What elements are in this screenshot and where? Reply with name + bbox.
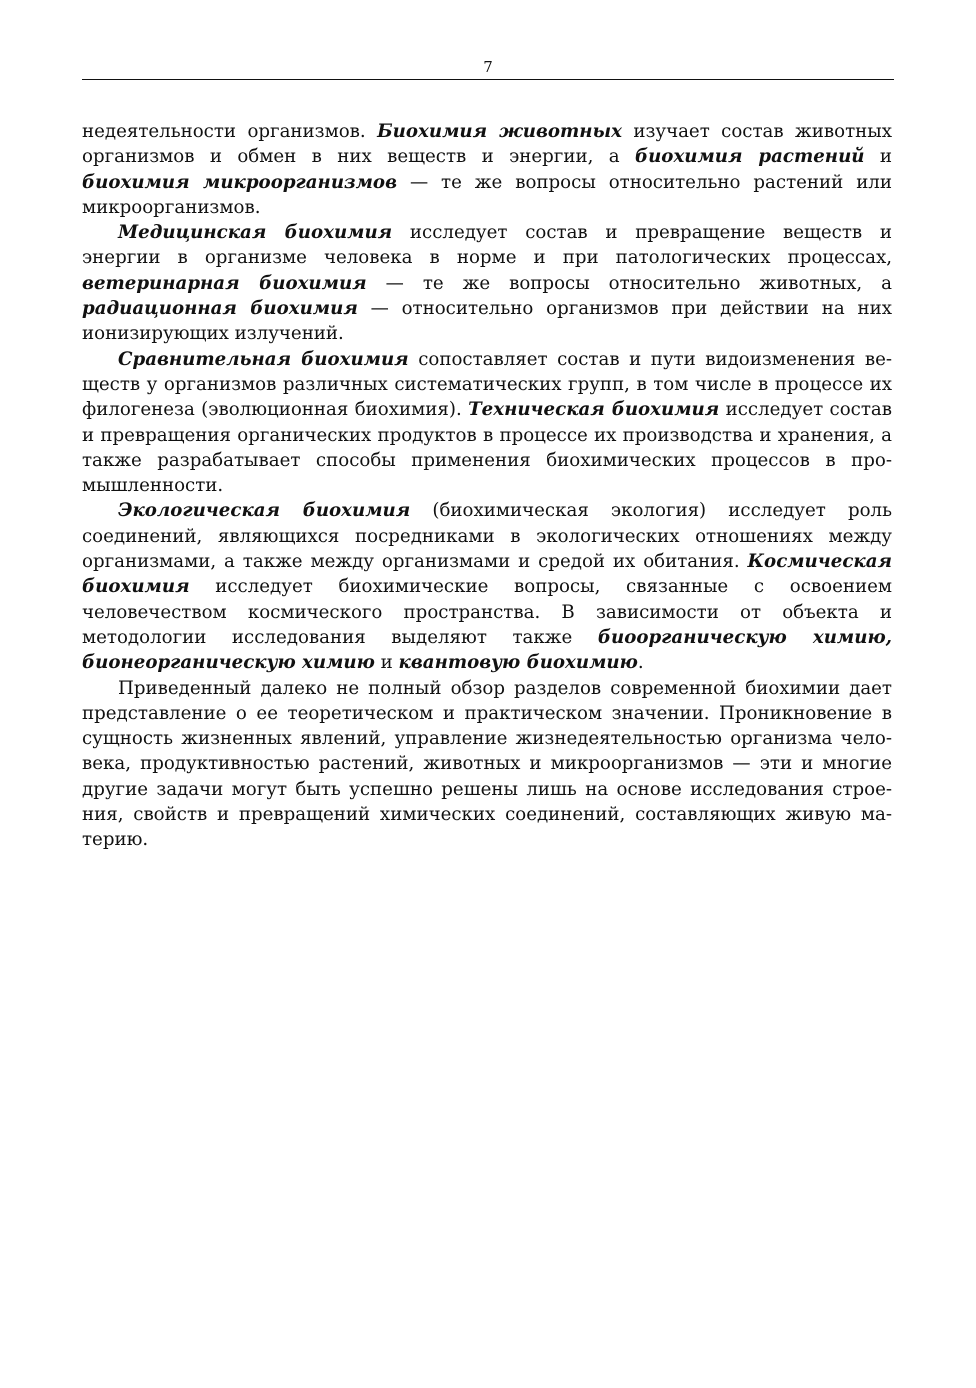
text-run: и	[374, 652, 399, 674]
term: Сравнительная биохимия	[118, 348, 409, 370]
paragraph	[82, 220, 892, 346]
header-rule	[82, 79, 894, 80]
term: Биохимия животных	[377, 121, 622, 142]
term: Экологическая биохимия	[118, 500, 411, 522]
term: биоорганическую химию, бионеорганическую химию	[82, 626, 892, 674]
text-run: недеятельности организмов.	[82, 121, 378, 142]
text-run: исследует биохимические вопросы, связанные с освоением человечеством космического пространства. В зависимости от объекта и методологии исследования выделяют также	[82, 576, 892, 648]
text-run: изучает состав животных организмов и обмен в них веществ и энергии, а	[82, 121, 892, 168]
paragraph	[82, 676, 892, 853]
term: Медицинская биохимия	[118, 222, 393, 244]
text-run: Приведенный далеко не полный обзор разделов современной биохимии дает представление о ее теоретическом и практическом значении. Проникновение в сущность жизненных явлений, управление жизнедеятельностью организма человека, продуктивностью растений, животных и микроорганизмов — эти и многие другие задачи могут быть успешно решены лишь на основе исследования строения, свойств и превращений химических соединений, составляющих живую материю.	[82, 677, 892, 851]
term: ветеринарная биохимия	[82, 272, 367, 294]
text-run: и	[864, 146, 893, 168]
text-run: сопоставляет состав и пути видоизменения веществ у организмов различных систематических групп, в том числе в процессе их филогенеза (эволюционная биохимия).	[82, 348, 892, 421]
text-run: исследует состав и превращения органических продуктов в процессе их производства и хранения, а также разрабатывает способы применения биохимических процессов в промышленности.	[82, 399, 892, 497]
text-run: (биохимическая экология) исследует роль соединений, являющихся посредниками в экологических отношениях между организмами, а также между организмами и средой их обитания.	[82, 500, 892, 573]
paragraph	[82, 119, 892, 220]
body-text	[82, 119, 892, 853]
page-number: 7	[483, 58, 493, 76]
term: квантовую биохимию	[398, 652, 638, 674]
text-run: исследует состав и превращение веществ и энергии в организме человека в норме и при патологических процессах,	[82, 222, 892, 269]
paragraph	[82, 347, 892, 499]
term: радиационная биохимия	[82, 298, 358, 320]
term: биохимия растений	[634, 146, 865, 168]
term: Космическая биохимия	[82, 551, 892, 598]
text-run: — относительно организмов при действии на них ионизирующих излучений.	[82, 298, 892, 345]
text-run: .	[637, 652, 644, 674]
paragraph	[82, 498, 892, 675]
term: биохимия микроорганизмов	[82, 171, 398, 193]
term: Техническая биохимия	[468, 399, 720, 421]
text-run: — те же вопросы относительно животных, а	[366, 272, 892, 294]
text-run: — те же вопросы относительно растений или микроорганизмов.	[82, 171, 892, 218]
